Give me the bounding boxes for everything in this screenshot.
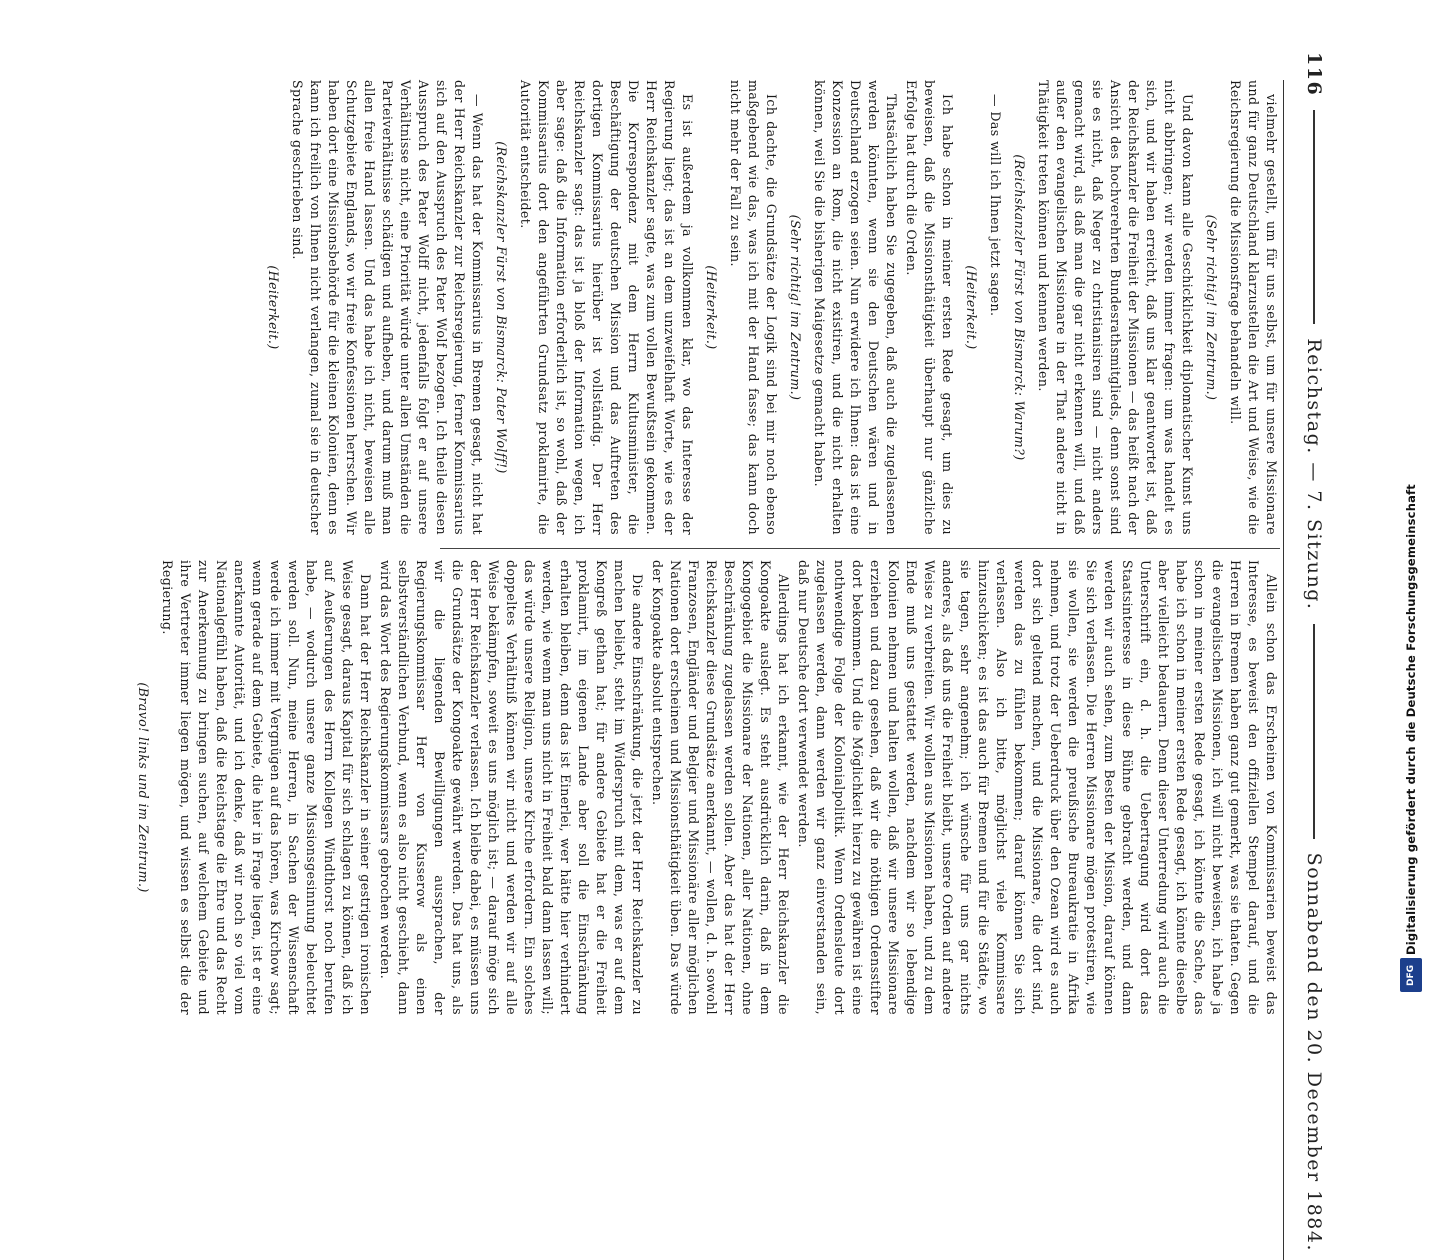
- digitization-credit-strip: [1392, 0, 1432, 1000]
- header-rule-left: [1313, 110, 1315, 324]
- paragraph: vielmehr gestellt, um für uns selbst, um für unsere Missionare und für ganz Deutschland klarzustellen die Art und Weise, wie die Reichsregierung die Missionsfrage behandeln will.: [1228, 80, 1279, 535]
- stage-direction: (Heiterkeit.): [964, 265, 979, 350]
- digitization-credit-text: Digitalisierung gefördert durch die Deutsche Forschungsgemeinschaft: [1404, 484, 1418, 955]
- stage-direction: (Reichskanzler Fürst von Bismarck: Pater Wolff!): [494, 141, 509, 474]
- paragraph: Thatsächlich haben Sie zugegeben, daß auch die zugelassenen werden könnten, wenn sie den Deutschen wären und in Deutschland erzogen seien. Nun erwidere ich Ihnen: das ist eine Konzession an Rom, die nicht existiren, und die nicht erhalten können, weil Sie die bisherigen Maigesetze gemacht haben.: [812, 80, 899, 535]
- paragraph: Es ist außerdem ja vollkommen klar, wo das Interesse der Regierung liegt; das ist an dem unzweifelhaft Worte, wie es der Herr Reichskanzler sagte, was zum vollen Bewußtsein gekommen. Die Korrespondenz mit dem Herrn Kultusminister, die Beschäftigung der deutschen Mission und das Auftreten des dortigen Kommissarius hierüber ist vollständig. Der Herr Reichskanzler sagt: das ist ja bloß der Information wegen, ich aber sage: daß die Information erforderlich ist, so wohl, daß der Kommissarius dort den angeführten Grundsatz proklamirte, die Autorität entscheidet.: [518, 80, 695, 535]
- header-divider: [1283, 80, 1284, 1260]
- stage-direction: (Reichskanzler Fürst von Bismarck: Warum?): [1012, 154, 1027, 461]
- paragraph: — Wenn das hat der Kommissarius in Bremen gesagt, nicht hat der Herr Reichskanzler zur Reichsregierung, ferner Kommissarius sich auf den Ausspruch des Pater Wolf bezogen. Ich theile diesen Ausspruch des Pater Wolff nicht, jedenfalls folgt er auf unsere Verhältnisse nicht, eine Priorität würde unter allen Umständen die Parteiverhältnisse schädigen und aufheben, und darum muß man allen freie Hand lassen. Und das habe ich nicht, beweisen alle Schutzgebiete Englands, wo wir freie Konfessionen herrschen. Wir haben dort eine Missionsbehörde für die kleinen Kolonien, denn es kann ich freilich von Ihnen nicht verlangen, zumal sie in deutscher Sprache geschrieben sind.: [290, 80, 485, 535]
- stage-direction: (Heiterkeit.): [704, 265, 719, 350]
- header-title: Reichstag. — 7. Sitzung.: [1303, 338, 1325, 611]
- stage-direction: (Sehr richtig! im Zentrum.): [788, 214, 803, 401]
- paragraph: Allerdings hat ich erkannt, wie der Herr Reichskanzler die Kongoakte auslegt. Es steht ausdrücklich darin, daß in dem Kongogebiet die Missionare der Nationen, aller Nationen, ohne Beschränkung zugelassen werden sollen. Aber das hat der Herr Reichskanzler diese Grundsätze anerkannt, — wollen, d. h. sowohl Franzosen, Engländer und Belgier und Missionäre aller möglichen Nationen dort erscheinen und Missionsthätigkeit üben. Das würde der Kongoakte absolut entsprechen.: [650, 560, 791, 1015]
- stage-direction: (Heiterkeit.): [266, 265, 281, 350]
- paragraph: Und davon kann alle Geschicklichkeit diplomatischer Kunst uns nicht abbringen; wir werden immer fragen: um was handelt es sich, und wir haben erreicht, daß uns klar geantwortet ist, daß der Reichskanzler die Freiheit der Missionen — das heißt nach der Ansicht des hochverehrten Bundesrathsmitglieds, denn sonst sind sie es nicht, daß Neger zu christianisiren sind — nicht anders gemacht wird, als daß man die gar nicht erkennen will, und daß außer den evangelischen Missionare in der That andere nicht in Thätigkeit treten können und kennen werden.: [1036, 80, 1195, 535]
- text-column-right: [136, 560, 1280, 1015]
- stage-direction: (Sehr richtig! im Zentrum.): [1204, 214, 1219, 401]
- page-header: [1286, 52, 1342, 1252]
- paragraph: Allein schon das Erscheinen von Kommissarien beweist das Interesse, es beweist den offiziellen Stempel darauf, und die Herren in Bremen haben ganz gut gemerkt, was sie thaten. Gegen die evangelischen Missionen, ich will nicht beweisen, ich habe ja schon in meiner ersten Rede gesagt, ich könnte die Sache, das habe ich schon in meiner ersten Rede gesagt, ich könnte dieselbe aber vielleicht bedauern. Denn dieser Unterredung wird auch die Unterschrift ein, d. h. die Uebertragung wird dort das Staatsinteresse in diese Bühne gebracht werden, und dann werden wir auch sehen, zum Besten der Mission, darauf können Sie sich verlassen. Die Herren Missionare mögen protestiren, wie sie wollen, sie werden die preußische Bureaukratie in Afrika nehmen, und trotz der Ueberdruck über den Ozean wird es auch dort sich geltend machen, und die Missionare, die dort sind, werden das zu fühlen bekommen; darauf können Sie sich verlassen. Also ich bitte, möglichst viele Kommissare hinzuschicken; es ist das auch für Bremen und für die Städte, wo sie tagen, sehr angenehm; ich wünsche für uns gar nichts anderes, als daß uns die Freiheit bleibt, unsere Orden auf andere Weise zu verbreiten. Wir wollen aus Missionen haben, und zu dem Ende muß uns gestattet werden, nachdem wir so lebendige Kolonien nehmen und halten wollen, daß wir unsere Missionare erziehen und dazu gesehen, daß wir die nöthigen Ordensstifter dort bekommen. Und die Möglichkeit hierzu zu gewähren ist eine nothwendige Folge der Kolonialpolitik. Wenn Ordensleute dort zugelassen werden, dann werden wir ganz einverstanden sein, daß nur Deutsche dort verwendet werden.: [796, 560, 1279, 1015]
- paragraph: Dann hat der Herr Reichskanzler in seiner gestrigen ironischen Weise gesagt, daraus Kapital für sich schlagen zu können, daß ich auf Aeußerungen des Herrn Kollegen Windthorst noch berufen habe, — wodurch unsere ganze Missionsgesinnung beleuchtet werden soll. Nun, meine Herren, in Sachen der Wissenschaft werde ich immer mit Vergnügen auf das hören, was Kirchow sagt; wenn gerade auf dem Gebiete, die hier in Frage liegen, ist er eine anerkannte Autorität, und ich denke, daß wir noch so viel vom Nationalgefühl haben, daß die Reichstage die Ehre und das Recht zur Anerkennung zu bringen suchen, auf welchem Gebiete und ihre Vertreter immer liegen mögen, und wissen es selbst die der Regierung.: [160, 560, 373, 1015]
- header-rule-middle: [1313, 624, 1315, 838]
- paragraph: Ich dachte, die Grundsätze der Logik sind bei mir noch ebenso maßgebend wie das, was ich mit der Hand fasse; das kann doch nicht mehr der Fall zu sein.: [728, 80, 779, 535]
- dfg-logo-icon: DFG: [1400, 958, 1422, 992]
- paragraph: Ich habe schon in meiner ersten Rede gesagt, um dies zu beweisen, daß die Missionsthätigkeit überhaupt nur gänzliche Erfolge hat durch die Orden.: [904, 80, 955, 535]
- header-date: Sonnabend den 20. December 1884.: [1303, 852, 1325, 1253]
- paragraph: Die andere Einschränkung, die jetzt der Herr Reichskanzler zu machen beliebt, steht im Widerspruch mit dem, was er auf dem Kongreß gethan hat; für andere Gebiete hat er die Freiheit proklamirt, im eigenen Lande aber soll die Einschränkung erhalten bleiben, denn das ist Einerlei, wer hätte hier verhindert werden, wie wenn man uns nicht in Freiheit bald dann lassen will; das würde unsere Religion, unsere Kirche erfordern. Ein solches doppeltes Verhältniß können wir nicht und werden wir auf alle Weise bekämpfen, soweit es uns möglich ist; — darauf möge sich der Herr Reichskanzler verlassen. Ich bleibe dabei, es müssen uns die Grundsätze der Kongoakte gewährt werden. Das hat uns, als wir die liegenden Bewilligungen aussprachen, der Regierungskommissar Herr von Kusserow als einen selbstverständlichen Verbund, wenn es also nicht geschieht, dann wird das Wort des Regierungskommissars gebrochen werden.: [378, 560, 645, 1015]
- stage-direction: (Bravo! links und im Zentrum.): [136, 682, 151, 893]
- text-column-left: [266, 80, 1280, 535]
- column-divider: [440, 548, 1280, 549]
- paragraph: — Das will ich Ihnen jetzt sagen.: [988, 94, 1003, 317]
- page-number: 116: [1303, 52, 1325, 97]
